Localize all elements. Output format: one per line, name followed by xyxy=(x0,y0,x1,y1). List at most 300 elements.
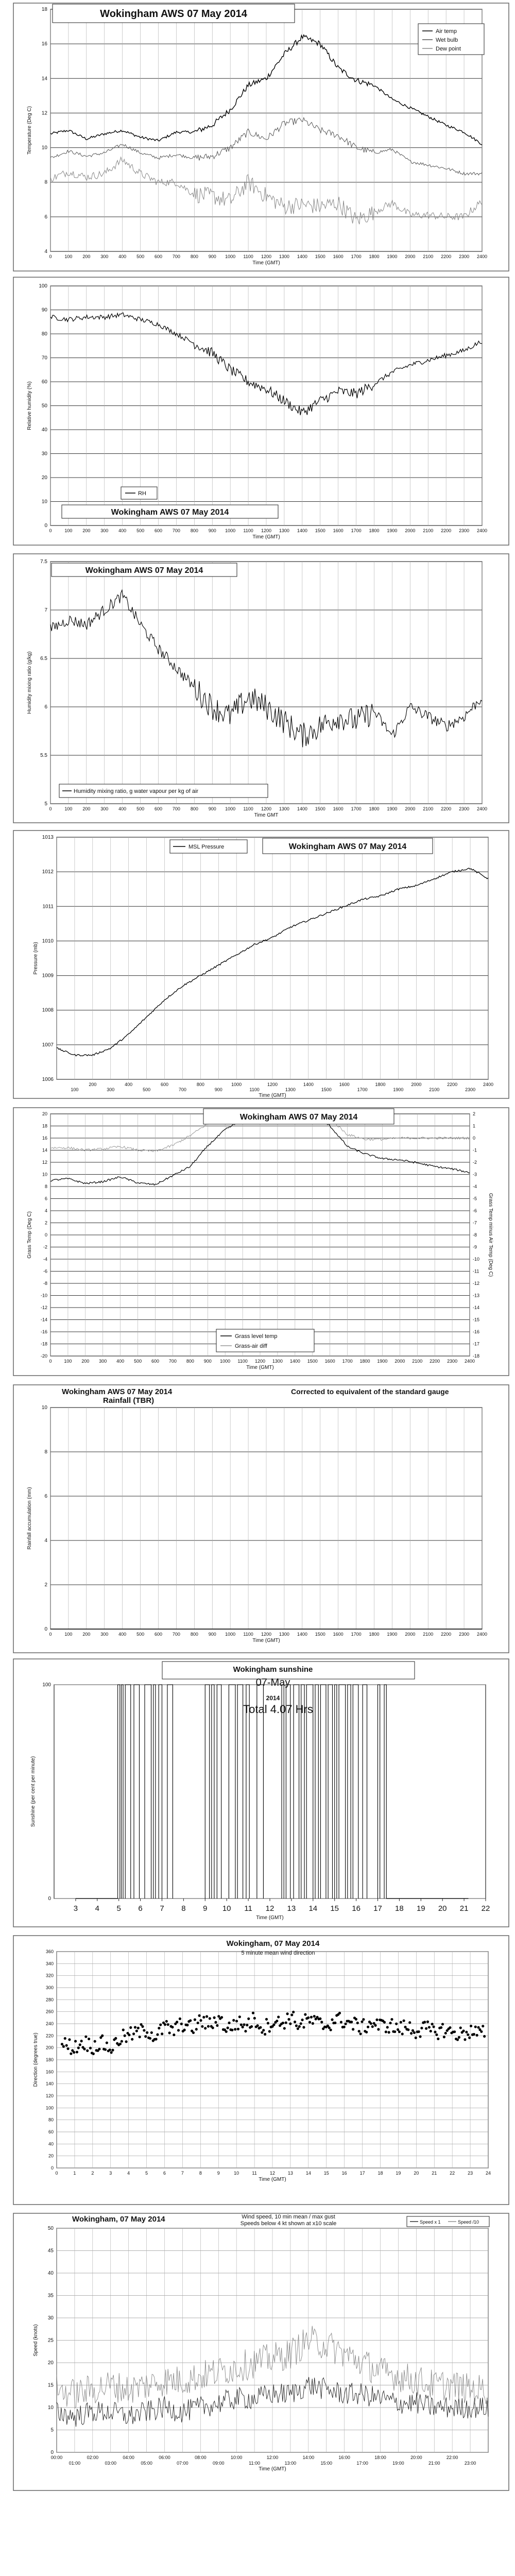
humidity-xtick-label: 200 xyxy=(82,528,91,533)
wind-direction-point xyxy=(220,2016,223,2019)
grass-xtick-label: 600 xyxy=(151,1359,160,1364)
wind-speed-ytick-label: 0 xyxy=(50,2450,54,2455)
rainfall-ytick-label: 10 xyxy=(41,1405,47,1411)
wind-direction-point xyxy=(465,2031,468,2033)
grass-ytick2-label: -1 xyxy=(473,1147,477,1153)
mixing-xtick-label: 1400 xyxy=(297,806,307,811)
wind-direction-point xyxy=(83,2048,85,2050)
wind-speed-xtick-label: 01:00 xyxy=(68,2461,81,2466)
grass-ytick-label: 8 xyxy=(44,1184,47,1189)
rainfall-xtick-label: 1300 xyxy=(279,1632,289,1637)
humidity-xtick-label: 900 xyxy=(208,528,216,533)
mixing-xtick-label: 1600 xyxy=(333,806,344,811)
wind-direction-point xyxy=(216,2024,218,2027)
wind-direction-point xyxy=(459,2026,462,2029)
grass-ytick2-label: -3 xyxy=(473,1172,477,1177)
pressure-xtick-label: 1900 xyxy=(393,1087,404,1092)
grass-legend xyxy=(216,1329,314,1352)
humidity-legend xyxy=(121,487,157,499)
wind-direction-point xyxy=(340,2021,342,2023)
pressure-xtick-label: 800 xyxy=(196,1082,204,1087)
wind-direction-point xyxy=(202,2016,205,2019)
pressure-xtick-label: 400 xyxy=(125,1082,133,1087)
rainfall-xtick-label: 2000 xyxy=(405,1632,416,1637)
wind-direction-point xyxy=(110,2051,113,2054)
wind-direction-point xyxy=(360,2021,363,2023)
sunshine-xtick-label: 19 xyxy=(416,1904,425,1913)
wind-direction-point xyxy=(328,2026,331,2029)
temperature-ylabel: Temperature (Deg C) xyxy=(27,106,32,155)
wind-direction-point xyxy=(194,2019,196,2021)
wind-direction-point xyxy=(319,2018,321,2020)
wind-direction-point xyxy=(209,2017,211,2020)
wind-direction-point xyxy=(204,2027,207,2029)
grass-ytick-label: 14 xyxy=(42,1147,47,1153)
wind-direction-point xyxy=(234,2028,236,2030)
wind-direction-ytick-label: 180 xyxy=(45,2057,54,2062)
wind-direction-point xyxy=(365,2031,368,2033)
wind-direction-point xyxy=(109,2048,111,2051)
wind-direction-point xyxy=(176,2021,178,2023)
wind-direction-point xyxy=(404,2026,406,2028)
grass-ytick-label: -12 xyxy=(40,1305,47,1310)
wind-direction-point xyxy=(141,2025,144,2028)
wind-speed-legend-label: Speed /10 xyxy=(458,2219,479,2225)
temperature-xtick-label: 1000 xyxy=(225,254,236,259)
wind-direction-point xyxy=(238,2015,241,2018)
pressure-xtick-label: 1300 xyxy=(285,1087,296,1092)
humidity-xtick-label: 1900 xyxy=(387,528,398,533)
wind-direction-ytick-label: 20 xyxy=(48,2153,54,2159)
wind-direction-point xyxy=(114,2037,117,2040)
humidity-xlabel: Time (GMT) xyxy=(252,534,280,540)
grass-ytick-label: 0 xyxy=(44,1232,47,1238)
wind-direction-point xyxy=(386,2026,389,2028)
wind-direction-point xyxy=(374,2024,376,2027)
chart-temperature xyxy=(13,3,509,271)
wind-direction-point xyxy=(300,2022,302,2025)
wind-speed-xtick-label: 13:00 xyxy=(284,2461,297,2466)
wind-direction-point xyxy=(62,2045,65,2048)
grass-ytick2-label: -10 xyxy=(473,1257,480,1262)
wind-direction-xtick-label: 19 xyxy=(396,2171,401,2176)
wind-direction-point xyxy=(199,2019,202,2022)
wind-direction-point xyxy=(420,2027,423,2029)
wind-direction-point xyxy=(261,2031,263,2033)
grass-ytick2-label: -15 xyxy=(473,1317,480,1323)
mixing-xtick-label: 1900 xyxy=(387,806,398,811)
wind-direction-point xyxy=(179,2018,181,2020)
humidity-ytick-label: 20 xyxy=(41,475,47,481)
mixing-xtick-label: 1500 xyxy=(315,806,325,811)
wind-direction-point xyxy=(268,2030,271,2032)
wind-direction-point xyxy=(68,2038,71,2041)
wind-direction-point xyxy=(330,2028,332,2031)
wind-direction-point xyxy=(292,2011,295,2013)
mixing-ytick-label: 6.5 xyxy=(40,656,47,662)
wind-direction-point xyxy=(168,2031,171,2034)
humidity-xtick-label: 1200 xyxy=(261,528,272,533)
wind-direction-xtick-label: 3 xyxy=(109,2171,112,2176)
temperature-xtick-label: 1400 xyxy=(297,254,307,259)
wind-direction-ytick-label: 280 xyxy=(45,1997,54,2003)
wind-direction-point xyxy=(283,2027,286,2029)
grass-xtick-label: 1300 xyxy=(272,1359,283,1364)
wind-direction-point xyxy=(264,2033,266,2036)
wind-direction-ytick-label: 80 xyxy=(48,2117,54,2123)
wind-direction-point xyxy=(282,2022,284,2024)
wind-direction-point xyxy=(470,2025,472,2027)
sunshine-date: 07-May xyxy=(255,1677,290,1688)
wind-direction-point xyxy=(285,2021,287,2024)
wind-direction-point xyxy=(253,2017,256,2020)
wind-direction-point xyxy=(228,2022,230,2024)
wind-direction-point xyxy=(227,2027,229,2029)
wind-direction-point xyxy=(443,2036,445,2038)
wind-speed-xtick-label: 14:00 xyxy=(302,2455,315,2460)
mixing-xtick-label: 100 xyxy=(64,806,73,811)
sunshine-xtick-label: 13 xyxy=(287,1904,296,1913)
mixing-xtick-label: 700 xyxy=(172,806,180,811)
wind-direction-point xyxy=(390,2018,393,2021)
rainfall-xtick-label: 500 xyxy=(136,1632,145,1637)
wind-direction-point xyxy=(122,2028,125,2031)
rainfall-xtick-label: 2300 xyxy=(459,1632,470,1637)
wind-direction-point xyxy=(205,2015,208,2018)
wind-direction-xtick-label: 8 xyxy=(199,2171,202,2176)
wind-direction-point xyxy=(295,2024,298,2027)
wind-direction-point xyxy=(331,2019,333,2021)
wind-direction-point xyxy=(237,2028,239,2030)
temperature-xtick-label: 1800 xyxy=(369,254,380,259)
mixing-xtick-label: 1100 xyxy=(243,806,253,811)
grass-ytick2-label: -8 xyxy=(473,1232,477,1238)
humidity-xtick-label: 1800 xyxy=(369,528,380,533)
wind-direction-xtick-label: 23 xyxy=(468,2171,473,2176)
wind-direction-point xyxy=(149,2037,151,2040)
temperature-xtick-label: 2400 xyxy=(476,254,488,259)
wind-direction-point xyxy=(207,2025,210,2028)
grass-legend-label: Grass level temp xyxy=(235,1333,278,1340)
wind-direction-point xyxy=(298,2025,301,2028)
temperature-xtick-label: 500 xyxy=(136,254,145,259)
humidity-ylabel: Relative humidity (%) xyxy=(27,381,32,430)
temperature-legend-label: Dew point xyxy=(436,46,461,52)
wind-direction-point xyxy=(350,2021,353,2023)
humidity-ytick-label: 60 xyxy=(41,379,47,385)
wind-direction-point xyxy=(362,2018,365,2021)
wind-direction-point xyxy=(482,2025,484,2027)
wind-direction-point xyxy=(302,2026,305,2028)
temperature-xtick-label: 300 xyxy=(100,254,109,259)
sunshine-xtick-label: 9 xyxy=(203,1904,208,1913)
temperature-legend xyxy=(418,24,484,55)
sunshine-xtick-label: 6 xyxy=(138,1904,143,1913)
grass-xtick-label: 2100 xyxy=(412,1359,423,1364)
temperature-xtick-label: 2100 xyxy=(423,254,434,259)
wind-direction-point xyxy=(180,2023,183,2025)
wind-direction-xtick-label: 5 xyxy=(145,2171,148,2176)
wind-direction-title: Wokingham, 07 May 2014 xyxy=(226,1939,320,1948)
mixing-ytick-label: 5.5 xyxy=(40,753,47,758)
grass-ytick-label: -8 xyxy=(43,1281,47,1286)
sunshine-xtick-label: 20 xyxy=(438,1904,447,1913)
wind-direction-point xyxy=(395,2023,398,2025)
sunshine-xtick-label: 4 xyxy=(95,1904,99,1913)
wind-direction-point xyxy=(276,2020,278,2022)
humidity-xtick-label: 1000 xyxy=(225,528,236,533)
wind-direction-xtick-label: 12 xyxy=(269,2171,276,2176)
temperature-xtick-label: 800 xyxy=(190,254,198,259)
temperature-xtick-label: 1700 xyxy=(351,254,362,259)
wind-speed-title: Wokingham, 07 May 2014 xyxy=(72,2215,165,2224)
wind-direction-ytick-label: 200 xyxy=(45,2045,54,2050)
sunshine-xtick-label: 22 xyxy=(481,1904,490,1913)
humidity-ytick-label: 70 xyxy=(41,355,47,361)
wind-direction-xtick-label: 11 xyxy=(252,2171,257,2176)
wind-direction-ytick-label: 0 xyxy=(50,2165,54,2171)
temperature-xtick-label: 700 xyxy=(172,254,180,259)
wind-speed-xlabel: Time (GMT) xyxy=(259,2466,286,2472)
rainfall-xtick-label: 1100 xyxy=(243,1632,253,1637)
wind-direction-point xyxy=(434,2031,436,2033)
rainfall-xtick-label: 2100 xyxy=(423,1632,434,1637)
wind-direction-point xyxy=(244,2030,247,2032)
sunshine-title: Wokingham sunshine xyxy=(233,1665,313,1674)
wind-direction-point xyxy=(212,2026,214,2029)
wind-direction-point xyxy=(356,2022,359,2024)
mixing-title: Wokingham AWS 07 May 2014 xyxy=(85,566,203,575)
wind-direction-ytick-label: 300 xyxy=(45,1985,54,1990)
wind-speed-subtitle: Wind speed, 10 min mean / max gust xyxy=(242,2214,335,2220)
wind-direction-point xyxy=(476,2034,478,2037)
temperature-xtick-label: 900 xyxy=(208,254,216,259)
wind-direction-point xyxy=(462,2029,465,2032)
rainfall-xtick-label: 1600 xyxy=(333,1632,344,1637)
pressure-xtick-label: 2100 xyxy=(429,1087,440,1092)
wind-direction-xtick-label: 13 xyxy=(287,2171,293,2176)
wind-direction-ytick-label: 160 xyxy=(45,2069,54,2075)
pressure-xtick-label: 900 xyxy=(214,1087,222,1092)
temperature-xtick-label: 1300 xyxy=(279,254,289,259)
grass-ytick2-label: 1 xyxy=(473,1123,476,1129)
rainfall-ytick-label: 2 xyxy=(44,1582,47,1588)
wind-direction-point xyxy=(161,2032,163,2035)
grass-ytick2-label: -17 xyxy=(473,1341,480,1347)
mixing-xlabel: Time GMT xyxy=(254,812,279,818)
temperature-title: Wokingham AWS 07 May 2014 xyxy=(100,8,247,20)
wind-speed-ytick-label: 20 xyxy=(47,2360,54,2366)
rainfall-xtick-label: 1400 xyxy=(297,1632,307,1637)
temperature-xtick-label: 1600 xyxy=(333,254,344,259)
wind-direction-point xyxy=(240,2023,243,2026)
wind-direction-xtick-label: 21 xyxy=(432,2171,437,2176)
wind-direction-point xyxy=(64,2037,66,2040)
temperature-xtick-label: 1900 xyxy=(387,254,398,259)
wind-speed-subtitle2: Speeds below 4 kt shown at x10 scale xyxy=(240,2221,337,2227)
wind-direction-ytick-label: 120 xyxy=(45,2093,54,2098)
sunshine-xtick-label: 7 xyxy=(160,1904,164,1913)
humidity-xtick-label: 300 xyxy=(100,528,109,533)
wind-direction-point xyxy=(265,2018,268,2021)
grass-ytick-label: 16 xyxy=(42,1136,47,1141)
sunshine-xtick-label: 21 xyxy=(459,1904,469,1913)
wind-direction-point xyxy=(101,2035,104,2037)
rainfall-xtick-label: 200 xyxy=(82,1632,91,1637)
wind-direction-point xyxy=(418,2030,420,2033)
wind-direction-point xyxy=(367,2026,369,2028)
wind-direction-point xyxy=(65,2044,68,2047)
wind-speed-legend-label: Speed x 1 xyxy=(420,2219,441,2225)
grass-xtick-label: 1600 xyxy=(324,1359,335,1364)
wind-direction-point xyxy=(398,2030,401,2033)
wind-direction-point xyxy=(444,2032,447,2035)
wind-direction-point xyxy=(286,2012,288,2015)
humidity-ytick-label: 30 xyxy=(41,451,47,457)
temperature-legend-label: Air temp xyxy=(436,28,457,35)
pressure-xtick-label: 700 xyxy=(178,1087,186,1092)
wind-direction-point xyxy=(415,2037,417,2039)
wind-direction-point xyxy=(473,2033,475,2036)
temperature-xlabel: Time (GMT) xyxy=(252,260,280,266)
chart-rainfall xyxy=(13,1385,509,1653)
rainfall-xtick-label: 800 xyxy=(190,1632,198,1637)
grass-xtick-label: 500 xyxy=(134,1359,142,1364)
wind-direction-xtick-label: 6 xyxy=(163,2171,166,2176)
wind-direction-point xyxy=(129,2026,132,2029)
pressure-ytick-label: 1011 xyxy=(42,904,54,910)
temperature-xtick-label: 100 xyxy=(64,254,73,259)
grass-xtick-label: 2000 xyxy=(394,1359,405,1364)
wind-direction-point xyxy=(217,2015,220,2018)
chart-wind-speed xyxy=(13,2213,509,2490)
wind-direction-point xyxy=(146,2031,148,2034)
wind-direction-point xyxy=(189,2019,192,2022)
wind-direction-point xyxy=(139,2036,141,2038)
humidity-xtick-label: 1400 xyxy=(297,528,307,533)
humidity-xtick-label: 1500 xyxy=(315,528,325,533)
wind-direction-point xyxy=(61,2043,63,2045)
grass-xtick-label: 400 xyxy=(116,1359,125,1364)
wind-direction-point xyxy=(143,2029,145,2031)
mixing-xtick-label: 1800 xyxy=(369,806,380,811)
wind-speed-ytick-label: 25 xyxy=(47,2337,54,2344)
wind-direction-point xyxy=(408,2021,411,2024)
temperature-xtick-label: 200 xyxy=(82,254,91,259)
humidity-xtick-label: 1100 xyxy=(243,528,253,533)
rainfall-ytick-label: 8 xyxy=(44,1449,47,1455)
wind-speed-ytick-label: 10 xyxy=(47,2405,54,2411)
grass-xtick-label: 0 xyxy=(49,1359,52,1364)
mixing-xtick-label: 2300 xyxy=(459,806,470,811)
wind-direction-point xyxy=(343,2026,346,2028)
rainfall-xtick-label: 1700 xyxy=(351,1632,362,1637)
wind-speed-ylabel: Speed (knots) xyxy=(33,2324,39,2357)
pressure-xtick-label: 1600 xyxy=(339,1082,350,1087)
humidity-xtick-label: 400 xyxy=(118,528,127,533)
wind-direction-point xyxy=(410,2032,413,2035)
mixing-xtick-label: 2000 xyxy=(405,806,416,811)
wind-direction-point xyxy=(121,2040,123,2043)
humidity-xtick-label: 800 xyxy=(190,528,198,533)
rainfall-ytick-label: 0 xyxy=(44,1626,47,1632)
temperature-xtick-label: 0 xyxy=(49,254,52,259)
wind-direction-xlabel: Time (GMT) xyxy=(259,2177,286,2182)
wind-direction-point xyxy=(312,2022,314,2025)
wind-direction-point xyxy=(397,2028,399,2031)
rainfall-xtick-label: 1500 xyxy=(315,1632,325,1637)
wind-direction-xtick-label: 15 xyxy=(323,2171,329,2176)
sunshine-xtick-label: 16 xyxy=(352,1904,360,1913)
pressure-ytick-label: 1013 xyxy=(42,835,54,840)
wind-direction-point xyxy=(119,2043,122,2045)
sunshine-xtick-label: 8 xyxy=(181,1904,186,1913)
wind-direction-point xyxy=(313,2015,316,2018)
pressure-xtick-label: 2300 xyxy=(465,1087,476,1092)
wind-speed-ytick-label: 5 xyxy=(50,2427,54,2433)
wind-direction-point xyxy=(377,2028,380,2030)
rainfall-xtick-label: 2200 xyxy=(441,1632,452,1637)
grass-xtick-label: 800 xyxy=(186,1359,194,1364)
wind-direction-point xyxy=(135,2029,138,2032)
temperature-ytick-label: 18 xyxy=(41,7,47,12)
pressure-xtick-label: 1100 xyxy=(249,1087,260,1092)
wind-direction-point xyxy=(440,2026,442,2029)
sunshine-xtick-label: 5 xyxy=(116,1904,121,1913)
wind-direction-point xyxy=(128,2033,130,2036)
sunshine-xtick-label: 3 xyxy=(73,1904,78,1913)
pressure-ylabel: Pressure (mb) xyxy=(33,942,39,975)
wind-direction-point xyxy=(195,2028,198,2030)
wind-direction-point xyxy=(165,2020,168,2023)
humidity-xtick-label: 2100 xyxy=(423,528,434,533)
pressure-ytick-label: 1007 xyxy=(42,1042,54,1048)
wind-direction-point xyxy=(197,2022,199,2024)
wind-direction-point xyxy=(449,2026,451,2029)
wind-direction-point xyxy=(393,2030,396,2033)
wind-direction-point xyxy=(225,2030,228,2033)
grass-ytick-label: -20 xyxy=(40,1353,47,1359)
mixing-xtick-label: 1200 xyxy=(261,806,272,811)
wind-direction-point xyxy=(186,2024,188,2026)
grass-ytick2-label: -11 xyxy=(473,1268,479,1274)
wind-direction-point xyxy=(98,2048,100,2050)
mixing-xtick-label: 500 xyxy=(136,806,145,811)
wind-direction-point xyxy=(441,2023,444,2025)
sunshine-xtick-label: 10 xyxy=(222,1904,231,1913)
wind-direction-point xyxy=(477,2026,479,2029)
wind-direction-point xyxy=(164,2023,166,2026)
wind-direction-point xyxy=(250,2025,253,2028)
rainfall-subtitle: Rainfall (TBR) xyxy=(103,1396,154,1405)
wind-direction-xtick-label: 22 xyxy=(450,2171,455,2176)
mixing-xtick-label: 400 xyxy=(118,806,127,811)
mixing-legend xyxy=(59,784,268,798)
wind-direction-ytick-label: 140 xyxy=(45,2081,54,2087)
grass-ytick2-label: -14 xyxy=(473,1305,480,1310)
wind-speed-xtick-label: 15:00 xyxy=(320,2461,333,2466)
grass-ytick-label: -2 xyxy=(43,1244,47,1250)
wind-direction-point xyxy=(389,2022,391,2024)
grass-xtick-label: 2200 xyxy=(430,1359,440,1364)
pressure-xtick-label: 1500 xyxy=(321,1087,332,1092)
humidity-ytick-label: 10 xyxy=(41,499,47,505)
grass-xtick-label: 200 xyxy=(81,1359,90,1364)
wind-direction-point xyxy=(383,2021,386,2024)
humidity-ytick-label: 0 xyxy=(44,523,47,529)
wind-direction-ytick-label: 60 xyxy=(48,2129,54,2134)
sunshine-xtick-label: 11 xyxy=(244,1904,252,1913)
